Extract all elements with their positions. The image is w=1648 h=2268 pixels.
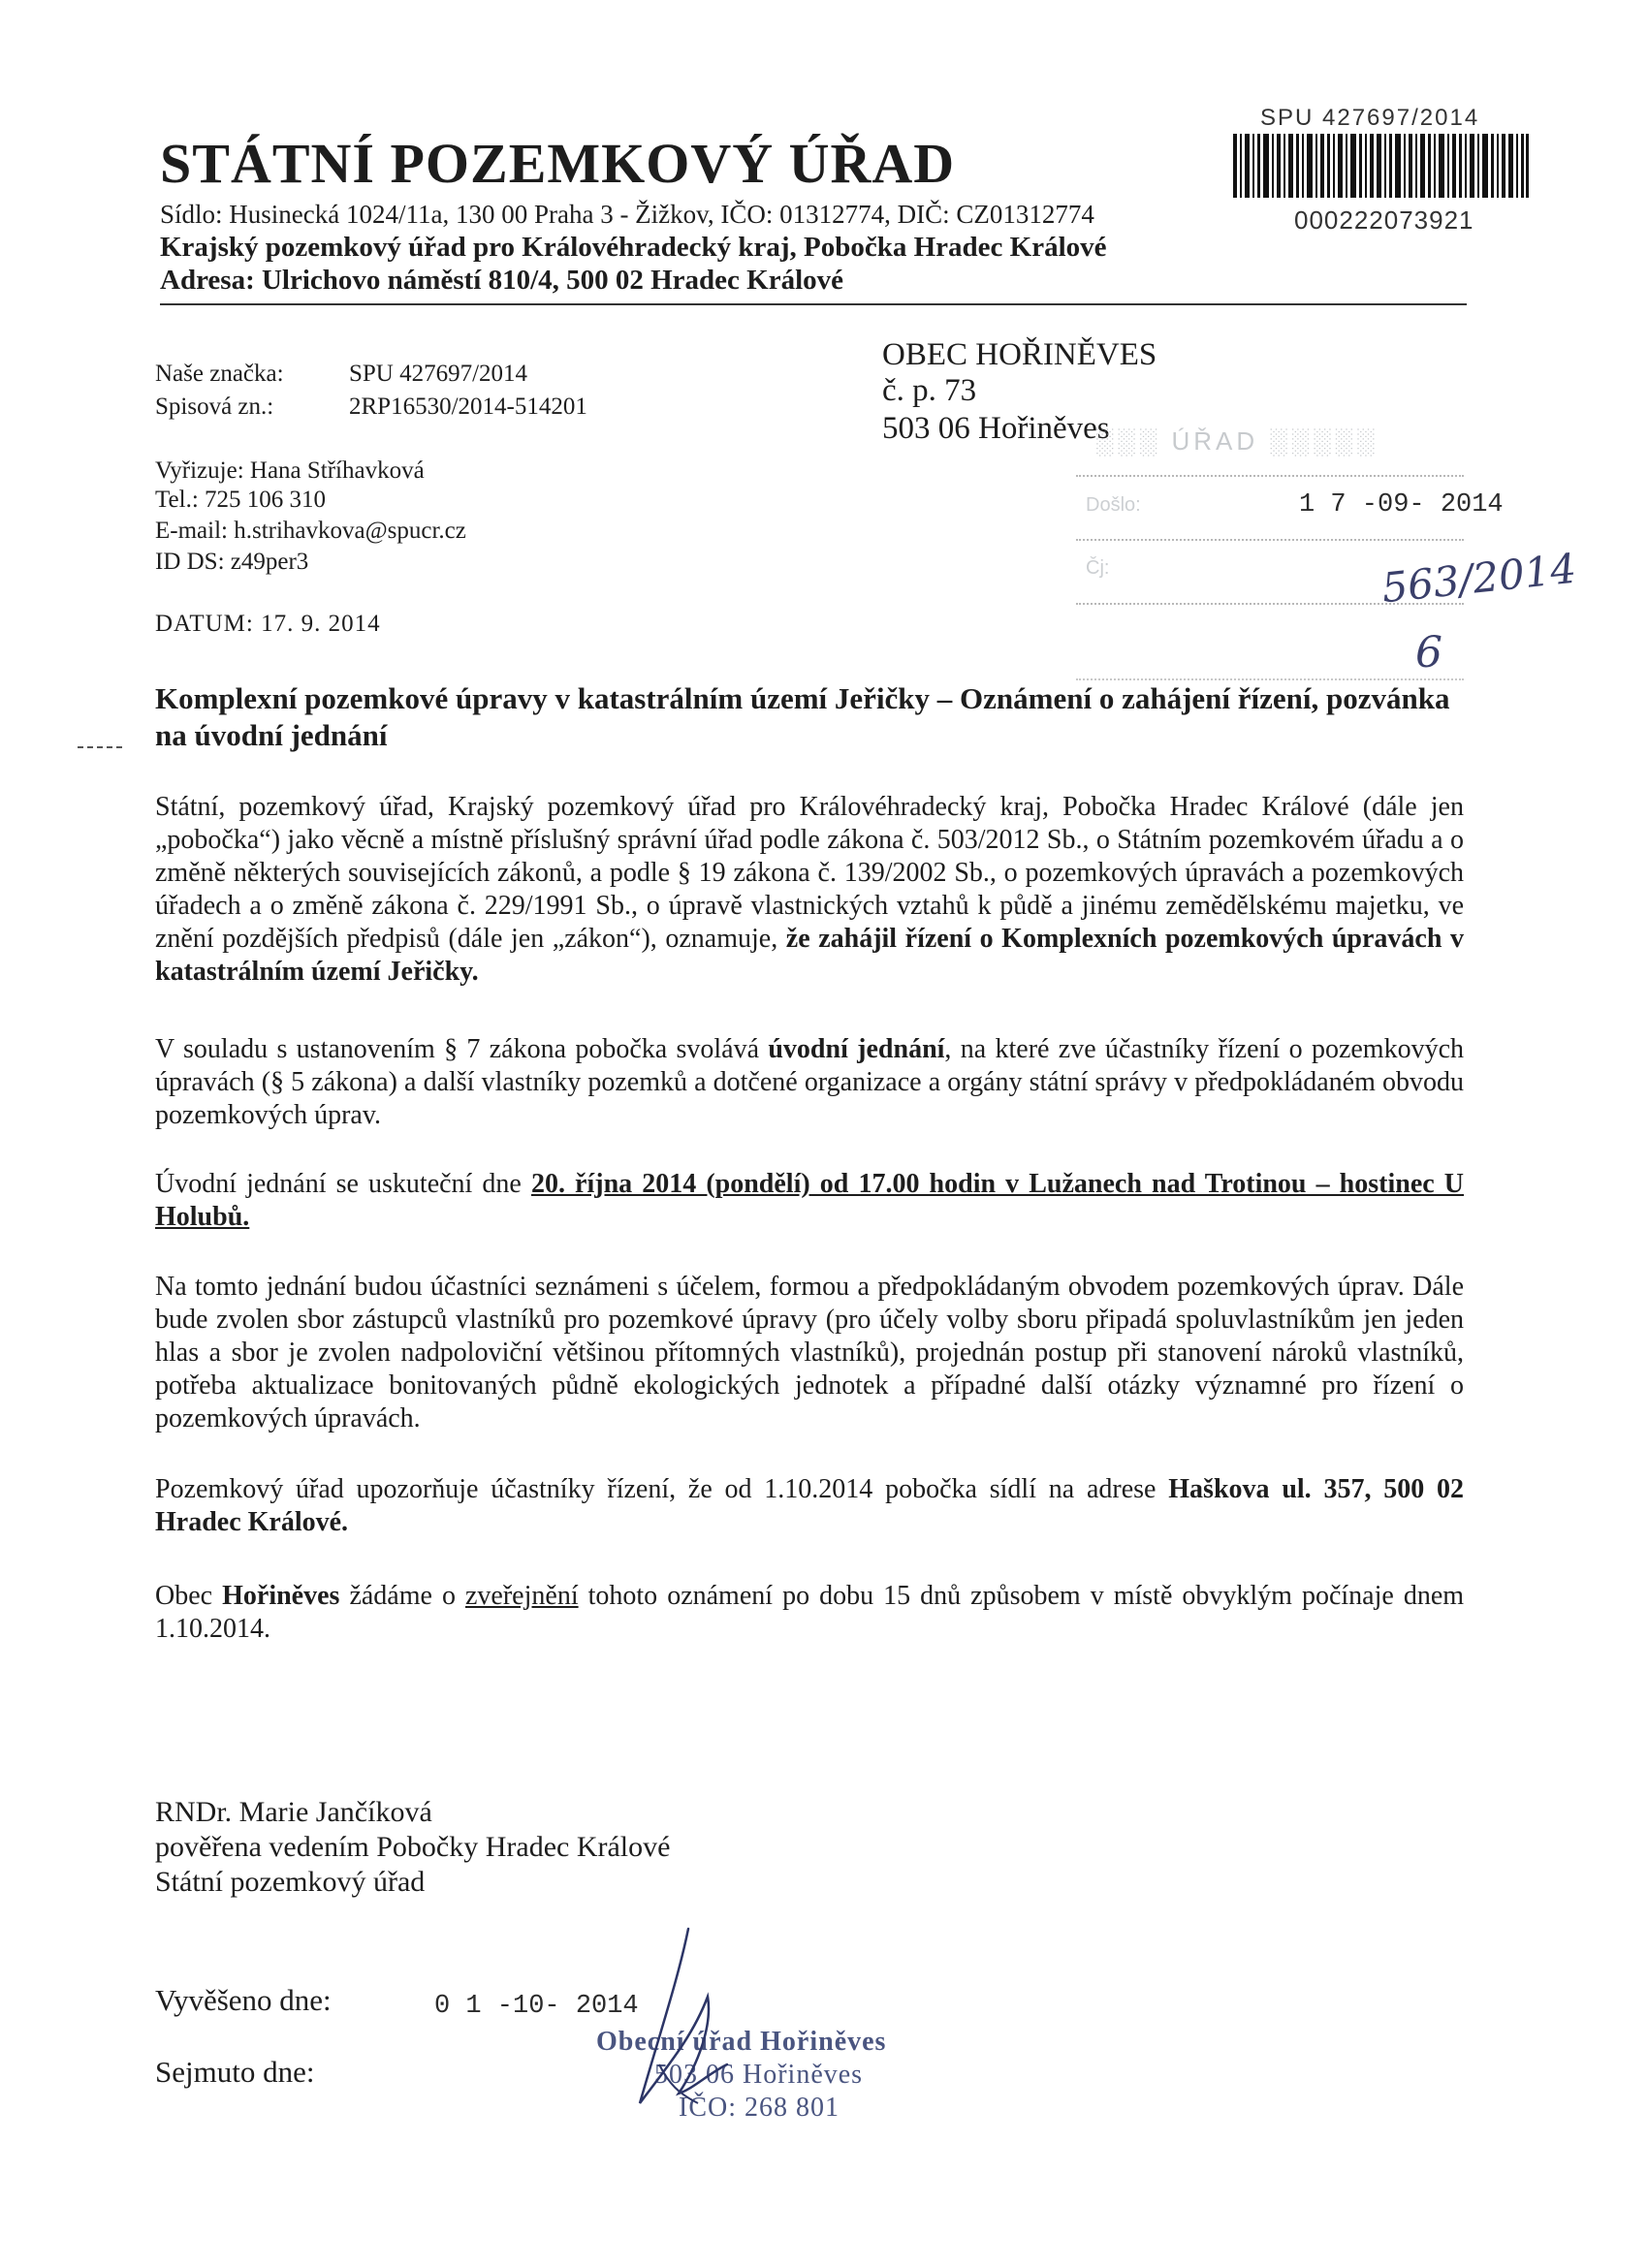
margin-mark — [78, 746, 122, 748]
stamp-line — [1076, 539, 1464, 542]
barcode-reference: SPU 427697/2014 — [1260, 105, 1480, 131]
letter-subject: Komplexní pozemkové úpravy v katastrálním území Jeřičky – Oznámení o zahájení řízení, pozvánka na úvodní jednání — [155, 681, 1450, 752]
municipality-name: Hořiněves — [222, 1581, 340, 1611]
our-ref-value: SPU 427697/2014 — [349, 361, 528, 387]
office-stamp-id: IČO: 268 801 — [679, 2093, 840, 2123]
paragraph-4: Na tomto jednání budou účastníci seznámeni s účelem, formou a předpokládaným obvodem pozemkových úprav. Dále bude zvolen sbor zástupců vlastníků pro pozemkové úpravy (pro účely volby sboru připadá spoluvlastníkům jen jeden hlas a sbor je zvolen nadpoloviční většinou přítomných vlastníků), projednán postup při stanovení nároků vlastníků, potřeba aktualizace bonitovaných půdně ekologických jednotek a případné další otázky významné pro řízení o pozemkových úpravách. — [155, 1272, 1464, 1433]
paragraph-2 — [155, 1033, 1464, 1132]
branch-name: Krajský pozemkový úřad pro Královéhradecký kraj, Pobočka Hradec Králové — [160, 232, 1107, 263]
paragraph-text: Pozemkový úřad upozorňuje účastníky řízení, že od 1.10.2014 pobočka sídlí na adrese — [155, 1474, 1157, 1504]
stamp-line — [1076, 603, 1464, 606]
paragraph-text: žádáme o — [349, 1581, 456, 1611]
office-stamp-name: Obecní úřad Hořiněves — [596, 2027, 887, 2057]
posted-label: Vyvěšeno dne: — [155, 1983, 332, 2017]
handwritten-mark: 6 — [1415, 628, 1442, 677]
signer-organization: Státní pozemkový úřad — [155, 1866, 426, 1898]
receipt-stamp-header: ░░░ ÚŘAD ░░░░░ — [1095, 426, 1379, 456]
file-ref-value: 2RP16530/2014-514201 — [349, 394, 587, 420]
signature-icon — [601, 1919, 795, 2123]
data-box-id: ID DS: z49per3 — [155, 549, 309, 575]
header-divider — [160, 303, 1467, 305]
recipient-name: OBEC HOŘINĚVES — [882, 337, 1157, 372]
recipient-city: 503 06 Hořiněves — [882, 411, 1110, 446]
stamp-field-label: Čj: — [1086, 557, 1110, 579]
paragraph-text: Úvodní jednání se uskuteční dne — [155, 1169, 522, 1199]
paragraph-text: Obec — [155, 1581, 213, 1611]
barcode-icon — [1233, 134, 1529, 198]
paragraph-bold-text: že zahájil řízení o Komplexních pozemkových úpravách v katastrálním území Jeřičky. — [155, 924, 1464, 987]
signer-role: pověřena vedením Pobočky Hradec Králové — [155, 1831, 671, 1863]
branch-address: Adresa: Ulrichovo náměstí 810/4, 500 02 Hradec Králové — [160, 265, 844, 296]
removed-label: Sejmuto dne: — [155, 2055, 315, 2089]
paragraph-3 — [155, 1168, 1464, 1234]
our-ref-label: Naše značka: — [155, 361, 284, 387]
organization-name: STÁTNÍ POZEMKOVÝ ÚŘAD — [160, 132, 956, 195]
recipient-street: č. p. 73 — [882, 373, 977, 408]
phone: Tel.: 725 106 310 — [155, 487, 327, 513]
organization-seat: Sídlo: Husinecká 1024/11a, 130 00 Praha 3 - Žižkov, IČO: 01312774, DIČ: CZ01312774 — [160, 200, 1094, 229]
paragraph-text: V souladu s ustanovením § 7 zákona pobočka svolává — [155, 1034, 760, 1064]
office-stamp-city: 503 06 Hořiněves — [654, 2060, 864, 2090]
paragraph-5 — [155, 1473, 1464, 1539]
paragraph-1 — [155, 791, 1464, 989]
meeting-details: 20. října 2014 (pondělí) od 17.00 hodin v Lužanech nad Trotinou – hostinec U Holubů. — [155, 1169, 1464, 1232]
document-date: DATUM: 17. 9. 2014 — [155, 611, 381, 637]
barcode-number: 000222073921 — [1294, 205, 1474, 235]
email: E-mail: h.strihavkova@spucr.cz — [155, 518, 466, 544]
paragraph-bold-text: úvodní jednání — [768, 1034, 945, 1064]
handled-by: Vyřizuje: Hana Stříhavková — [155, 457, 425, 484]
stamp-field-label: Došlo: — [1086, 494, 1141, 516]
file-ref-label: Spisová zn.: — [155, 394, 274, 420]
paragraph-text: , na které zve účastníky řízení o pozemkových úpravách (§ 5 zákona) a další vlastníky pozemků a dotčené organizace a orgány státní správy v předpokládaném obvodu pozemkových úprav. — [155, 1034, 1465, 1130]
posted-date: 0 1 -10- 2014 — [434, 1992, 639, 2021]
receipt-date: 1 7 -09- 2014 — [1299, 490, 1504, 520]
handwritten-number: 563/2014 — [1379, 544, 1579, 613]
paragraph-underlined-text: zveřejnění — [465, 1581, 579, 1611]
new-address: Haškova ul. 357, 500 02 Hradec Králové. — [155, 1474, 1465, 1537]
signer-name: RNDr. Marie Jančíková — [155, 1796, 432, 1828]
paragraph-text: Státní, pozemkový úřad, Krajský pozemkový úřad pro Královéhradecký kraj, Pobočka Hradec Králové (dále jen „pobočka“) jako věcně a místně příslušný správní úřad podle zákona č. 503/2012 Sb., o Státním pozemkovém úřadu a o změně některých souvisejících zákonů, a podle § 19 zákona č. 139/2002 Sb., o pozemkových úpravách a pozemkových úřadech a o změně zákona č. 229/1991 Sb., o úpravě vlastnických vztahů k půdě a jinému zemědělskému majetku, ve znění pozdějších předpisů (dále jen „zákon“), oznamuje, — [155, 792, 1464, 954]
paragraph-6 — [155, 1580, 1464, 1646]
paragraph-text: tohoto oznámení po dobu 15 dnů způsobem v místě obvyklým počínaje dnem 1.10.2014. — [155, 1581, 1465, 1644]
stamp-line — [1076, 475, 1464, 478]
